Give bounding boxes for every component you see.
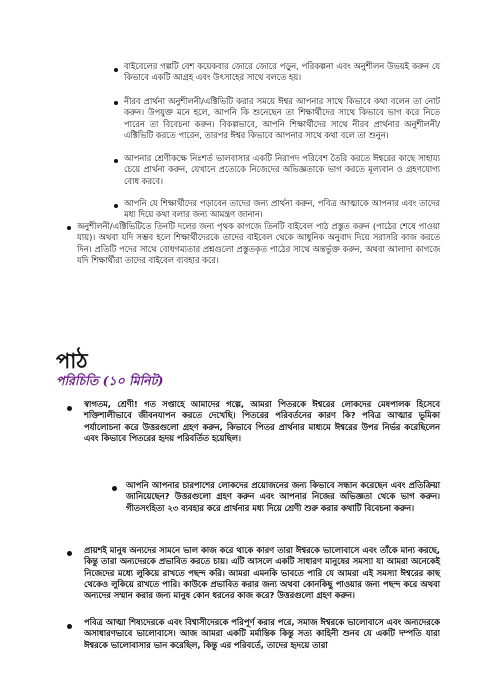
intro-bullet-1: বাইবেলের গল্পটি বেশ কয়েকবার জোরে জোরে পড়ুন, পরিকল্পনা এবং অনুশীলন উভয়ই করুন যে কিভাবে একটি আগ্রহ এবং উৎসাহের সাথে বলতে হয়। bbox=[124, 61, 440, 83]
intro-bullet-2: নীরব প্রার্থনা অনুশীলনী/এক্টিভিটি করার সময়ে ঈশ্বর আপনার সাথে কিভাবে কথা বলেন তা নোট করুন। উপযুক্ত মনে হলে, আপনি কি শুনেছেন তা শিক্ষার্থীদের সাথে কিভাবে ভাগ করে নিতে পারেন তা বিবেচনা করুন। বিকল্পভাবে, আপনি শিক্ষার্থীদের সাথে নীরব প্রার্থনার অনুশীলনী/এক্টিভিটি করতে পারেন, তারপর ঈশ্বর কিভাবে আপনার সাথে কথা বলে তা শুনুন। bbox=[124, 96, 440, 140]
bullet-marker bbox=[112, 486, 117, 491]
bullet-marker bbox=[114, 68, 118, 72]
bullet-marker bbox=[67, 624, 72, 629]
intro-bullet-4: আপনি যে শিক্ষার্থীদের পড়াবেন তাদের জন্য প্রার্থনা করুন, পবিত্র আত্মাকে আপনার এবং তাদের মধ্য দিয়ে কথা বলার জন্য আমন্ত্রণ জানান। bbox=[124, 198, 440, 220]
lesson-subtitle bbox=[56, 373, 163, 389]
bullet-marker bbox=[67, 226, 71, 230]
spirit-paragraph: পবিত্র আত্মা শিষ্যদেরকে এবং বিশ্বাসীদেরকে পরিপূর্ণ করার পরে, সমাজ ঈশ্বরকে ভালোবাসে এবং অন্যদেরকে অসাধারণভাবে ভালোবাসে। আজ আমরা একটি মর্মান্তিক কিন্তু সত্য কাহিনী শুনব যে একটি দম্পতি যারা ঈশ্বরকে ভালোবাসার ভান করেছিল, কিন্তু এর পরিবর্তে, তাদের হৃদয়ে তারা bbox=[84, 617, 440, 650]
prep-bullet: অনুশীলনী/এক্টিভিটিতে তিনটি দলের জন্য পৃথক কাগজে তিনটি বাইবেল পাঠ প্রস্তুত করুন (পাঠের শেষে পাওয়া যায়)। অথবা যদি সম্ভব হলে শিক্ষার্থীদেরকে তাদের বাইবেল থেকে আধুনিক অনুবাদ দিয়ে সরাসরি কাজ করতে দিন। প্রতিটি পদের সাথে বোধগম্যতার প্রশ্নগুলো প্রস্তুতকৃত পাঠের সাথে অন্তর্ভুক্ত করুন, অথবা আলাদা কাগজে যদি শিক্ষার্থীরা তাদের বাইবেল ব্যবহার করে। bbox=[77, 221, 440, 265]
people-paragraph: প্রায়শই মানুষ অন্যদের সামনে ভাল কাজ করে থাকে কারণ তারা ঈশ্বরকে ভালোবাসে এবং তাঁকে মান্য করছে, কিন্তু তারা অন্যদেরকে প্রভাবিত করতে চায়। এটি আসলে একটি সাধারণ মানুষের সমস্যা যা আমরা অনেকেই নিজেদের মধ্যে লুকিয়ে রাখতে পছন্দ করি। আমরা এমনকি ভাবতে পারি যে আমরা এই সমস্যা ঈশ্বরের কাছ থেকেও লুকিয়ে রাখতে পারি। কাউকে প্রভাবিত করার জন্য অথবা কোনকিছু পাওয়ার জন্য পছন্দ করে অথবা অন্যদের সম্মান করার জন্য মানুষ কোন ধরনের কাজ করে? উত্তরগুলো গ্রহণ করুন। bbox=[84, 545, 440, 601]
bullet-marker bbox=[114, 101, 118, 105]
lesson-title: পাঠ bbox=[56, 348, 88, 373]
subtitle-word: পরিচিতি bbox=[56, 373, 99, 388]
bullet-marker bbox=[67, 406, 72, 411]
bullet-marker bbox=[67, 551, 72, 556]
bullet-marker bbox=[114, 204, 118, 208]
intro-bullet-3: আপনার শ্রেণীকক্ষে নিঃশর্ত ভালবাসার একটি নিরাপদ পরিবেশ তৈরি করতে ঈশ্বরের কাছে সাহায্য চেয়ে প্রার্থনা করুন, যেখানে প্রত্যেকে নিজেদের অভিজ্ঞতাকে ভাগ করতে মূল্যবান ও গ্রহণযোগ্য বোধ করবে। bbox=[124, 153, 440, 186]
needs-paragraph: আপনি আপনার চারপাশের লোকদের প্রয়োজনের জন্য কিভাবে সন্ধান করেছেন এবং প্রতিক্রিয়া জানিয়েছেন? উত্তরগুলো গ্রহণ করুন এবং আপনার নিজের অভিজ্ঞতা থেকে ভাগ করুন। গীতসংহিতা ২৩ ব্যবহার করে প্রার্থনার মধ্য দিয়ে শ্রেণী শুরু করার কথাটি বিবেচনা করুন। bbox=[126, 480, 440, 513]
bullet-marker bbox=[114, 159, 118, 163]
subtitle-time: (১০ মিনিট) bbox=[102, 373, 164, 388]
welcome-paragraph: স্বাগতম, শ্রেণী! গত সপ্তাহে আমাদের গল্পে, আমরা পিতরকে ঈশ্বরের লোকদের মেষপালক হিসেবে শক্তিশালীভাবে জীবনযাপন করতে দেখেছি। পিতরের পরিবর্তনের কারণ কি? পবিত্র আত্মার ভূমিকা পর্যালোচনা করে উত্তরগুলো গ্রহণ করুন, কিভাবে পিতর প্রার্থনার মাধ্যমে ঈশ্বরের উপর নির্ভর করেছিলেন এবং কিভাবে পিতরের হৃদয় পরিবর্তিত হয়েছিল। bbox=[84, 399, 440, 443]
